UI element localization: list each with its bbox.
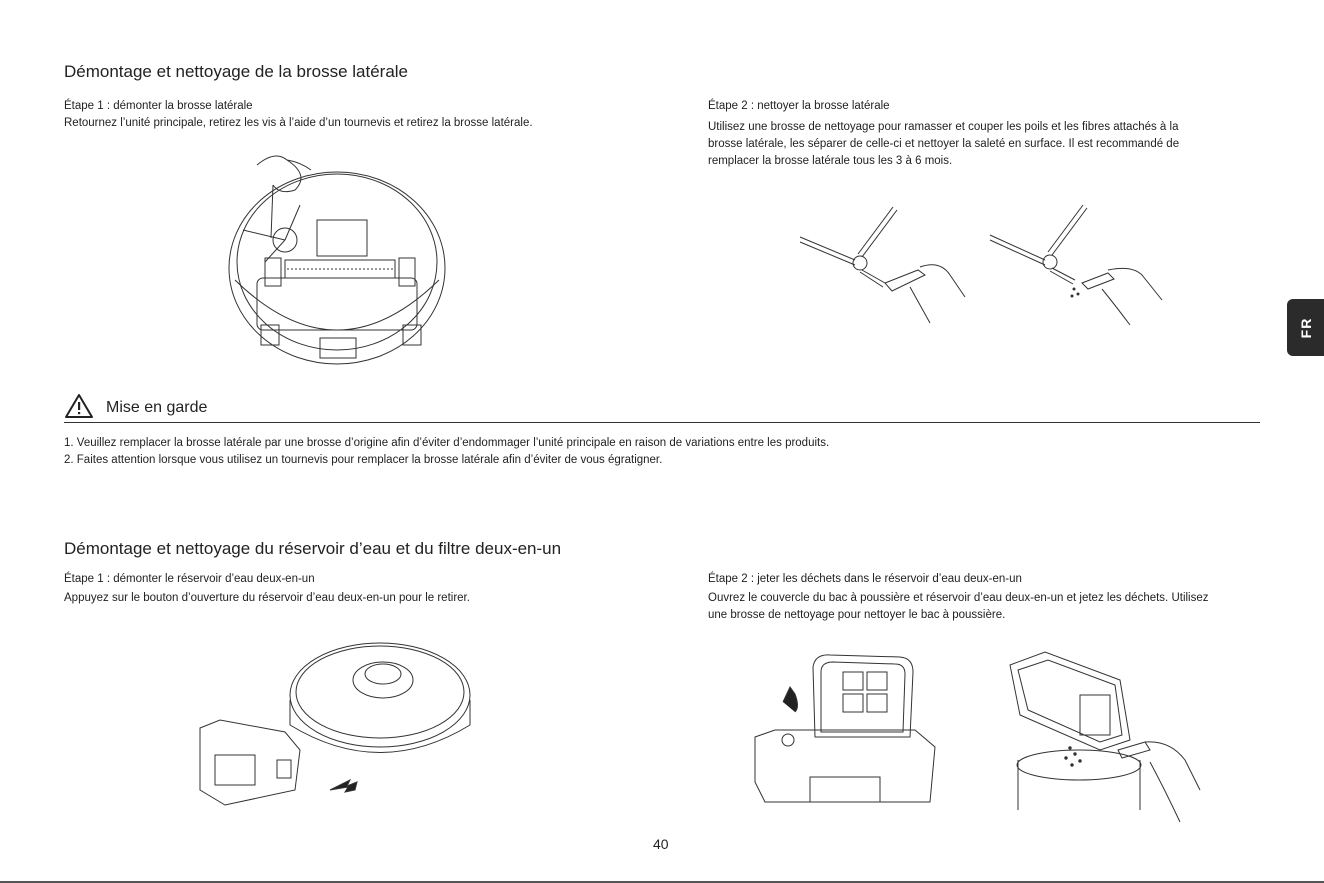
warning-icon bbox=[64, 393, 94, 419]
caution-divider bbox=[64, 422, 1260, 423]
page-number: 40 bbox=[653, 836, 669, 852]
dust-bin-open-illustration bbox=[755, 652, 935, 807]
side-brush-cleaning-illustration-1 bbox=[800, 205, 970, 330]
step2-line-1: Utilisez une brosse de nettoyage pour ramasser et couper les poils et les fibres attachés à la bbox=[708, 121, 1179, 133]
caution-title: Mise en garde bbox=[106, 399, 208, 416]
step2-line-2: brosse latérale, les séparer de celle-ci et nettoyer la saleté en surface. Il est recommandé de bbox=[708, 138, 1180, 150]
step1-text-water-tank: Appuyez sur le bouton d’ouverture du réservoir d’eau deux-en-un pour le retirer. bbox=[64, 592, 470, 604]
step2-title-side-brush: Étape 2 : nettoyer la brosse latérale bbox=[708, 100, 890, 112]
side-brush-cleaning-illustration-2 bbox=[990, 205, 1165, 330]
step1-title-water-tank: Étape 1 : démonter le réservoir d’eau deux-en-un bbox=[64, 573, 315, 585]
step2-text-water-tank bbox=[708, 590, 1268, 624]
robot-underside-illustration bbox=[225, 150, 450, 372]
section-title-side-brush: Démontage et nettoyage de la brosse latérale bbox=[64, 62, 409, 81]
caution-item-2: 2. Faites attention lorsque vous utilisez un tournevis pour remplacer la brosse latérale afin d’éviter de vous égratigner. bbox=[64, 454, 663, 466]
caution-item-1: 1. Veuillez remplacer la brosse latérale par une brosse d’origine afin d’éviter d’endommager l’unité principale en raison de variations entre les produits. bbox=[64, 437, 830, 449]
step2-text-side-brush bbox=[708, 119, 1268, 170]
dust-bin-emptying-illustration bbox=[1000, 650, 1205, 825]
step2-line-3: remplacer la brosse latérale tous les 3 à 6 mois. bbox=[708, 155, 953, 167]
step1-text-side-brush: Retournez l’unité principale, retirez les vis à l’aide d’un tournevis et retirez la brosse latérale. bbox=[64, 117, 533, 129]
section-title-water-tank: Démontage et nettoyage du réservoir d’eau et du filtre deux-en-un bbox=[64, 539, 562, 558]
language-tab bbox=[1287, 299, 1324, 356]
step1-title-side-brush: Étape 1 : démonter la brosse latérale bbox=[64, 100, 253, 112]
step2-title-water-tank: Étape 2 : jeter les déchets dans le réservoir d’eau deux-en-un bbox=[708, 573, 1022, 585]
step2-water-line-1: Ouvrez le couvercle du bac à poussière et réservoir d’eau deux-en-un et jetez les déchets. Utilisez bbox=[708, 592, 1209, 604]
step2-water-line-2: une brosse de nettoyage pour nettoyer le bac à poussière. bbox=[708, 609, 1006, 621]
language-tab-label: FR bbox=[1297, 317, 1314, 338]
robot-tank-removal-illustration bbox=[195, 640, 470, 805]
